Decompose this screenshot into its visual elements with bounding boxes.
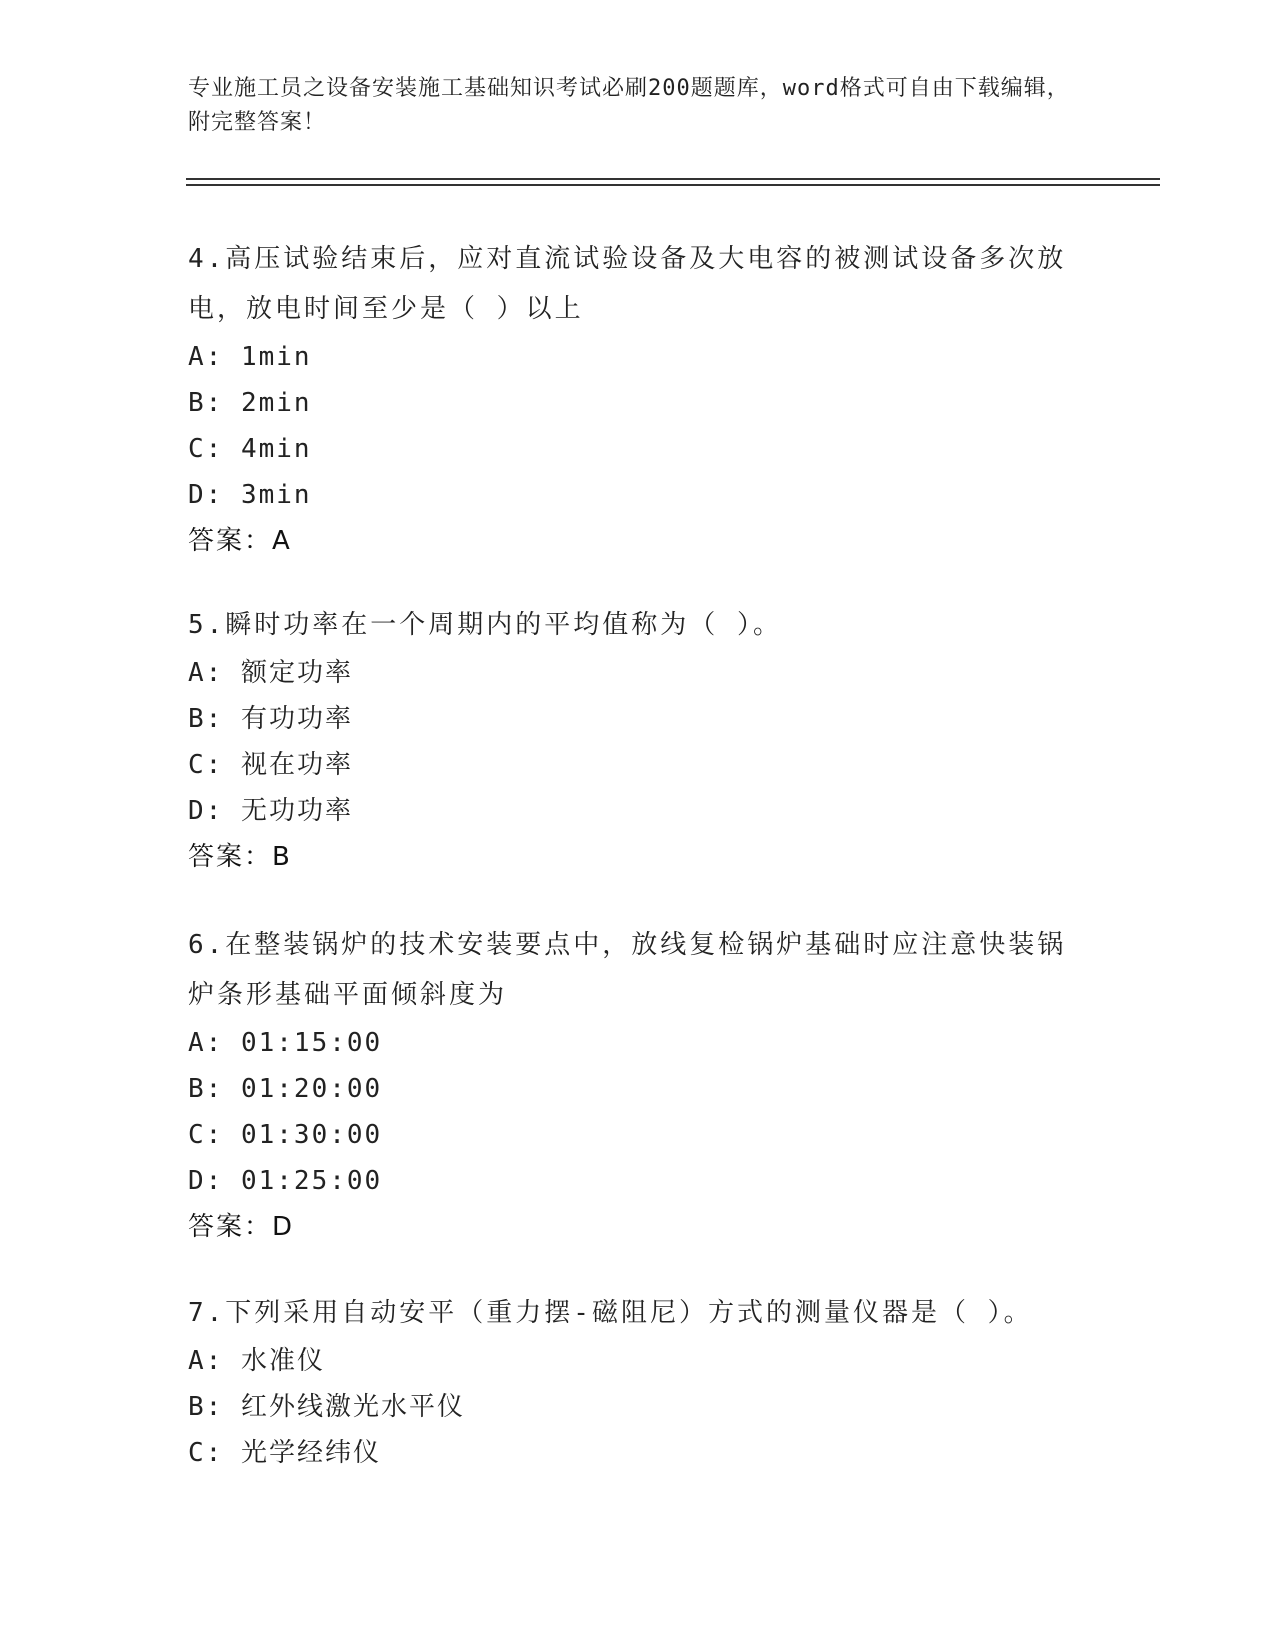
option-c: C: 光学经纬仪 — [188, 1438, 381, 1468]
option-a: A: 额定功率 — [188, 658, 353, 688]
option-a: A: 水准仪 — [188, 1346, 325, 1376]
document-title: 专业施工员之设备安装施工基础知识考试必刷200题题库，word格式可自由下载编辑，附完整答案！ — [188, 76, 1070, 135]
option-a: A: 01:15:00 — [188, 1028, 383, 1058]
option-d: D: 无功功率 — [188, 796, 353, 826]
option-b: B: 01:20:00 — [188, 1074, 383, 1104]
question-text: 6.在整装锅炉的技术安装要点中，放线复检锅炉基础时应注意快装锅炉条形基础平面倾斜度为 — [188, 930, 1067, 1010]
answer: 答案：A — [188, 526, 292, 556]
option-d: D: 01:25:00 — [188, 1166, 383, 1196]
question-7 — [188, 1288, 1088, 1476]
option-b: B: 红外线激光水平仪 — [188, 1392, 465, 1422]
header-divider-bottom — [186, 184, 1160, 186]
answer: 答案：B — [188, 842, 292, 872]
question-4 — [188, 234, 1088, 564]
option-c: C: 视在功率 — [188, 750, 353, 780]
question-text: 4.高压试验结束后，应对直流试验设备及大电容的被测试设备多次放电，放电时间至少是（ ）以上 — [188, 244, 1067, 324]
header-divider-top — [186, 178, 1160, 180]
option-b: B: 有功功率 — [188, 704, 353, 734]
option-b: B: 2min — [188, 388, 312, 418]
question-5 — [188, 600, 1088, 880]
option-c: C: 01:30:00 — [188, 1120, 383, 1150]
question-text: 7.下列采用自动安平（重力摆-磁阻尼）方式的测量仪器是（ ）。 — [188, 1298, 1033, 1328]
question-text: 5.瞬时功率在一个周期内的平均值称为（ ）。 — [188, 610, 782, 640]
question-6 — [188, 920, 1088, 1250]
option-a: A: 1min — [188, 342, 312, 372]
option-c: C: 4min — [188, 434, 312, 464]
option-d: D: 3min — [188, 480, 312, 510]
answer: 答案：D — [188, 1212, 295, 1242]
